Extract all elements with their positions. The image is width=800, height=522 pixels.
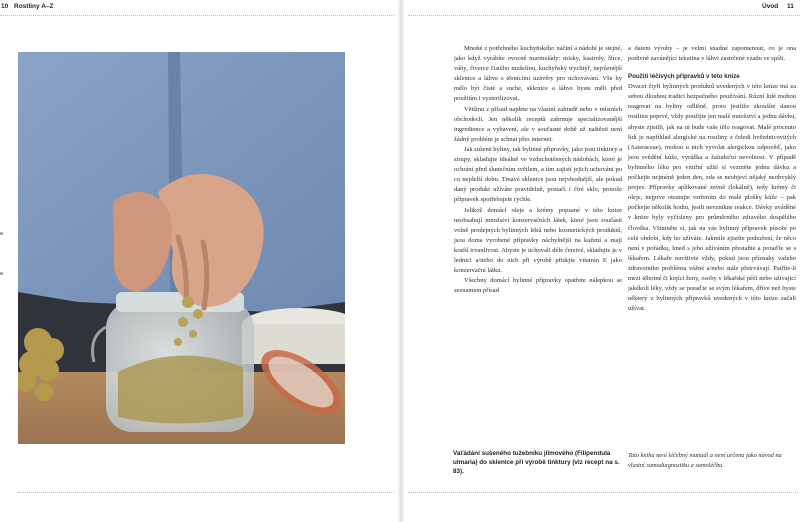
margin-mark: [0, 272, 3, 275]
margin-mark: [0, 232, 3, 235]
right-footer-rule: [408, 492, 798, 493]
paragraph: Většinu z přísad najdete na vlastní zahradě nebo v místních obchodech. Jen několik receptů zahrnuje specializovanější ingredience a vybavení, ale v současné době už naštěstí není žádný problém je schnat přes internet.: [454, 105, 622, 143]
photo-caption: Vaťádání sušeného tužebníku jilmového (Filipendula ulmaria) do sklenice při výrobě tinktury (viz recept na s. 83).: [453, 450, 620, 475]
left-page-number: 10: [1, 3, 9, 10]
right-running-title: Úvod: [762, 3, 779, 10]
right-page-number: 11: [787, 3, 794, 10]
left-running-title: Rostliny A–Z: [14, 3, 54, 10]
photo-hands-jar-herbs: [18, 52, 345, 444]
herbs-in-jar: [118, 356, 243, 424]
text-column-2: [628, 44, 796, 314]
left-header-rule: [0, 15, 394, 16]
left-footer-rule: [18, 492, 394, 493]
section-heading: Použití léčivých přípravků v této knize: [628, 73, 740, 81]
photo-illustration: [18, 52, 345, 444]
book-gutter: [398, 0, 404, 522]
right-header-rule: [408, 15, 800, 16]
text-column-1: [454, 44, 622, 296]
paragraph: Mnohé z potřebného kuchyňského náčiní a nádobí je stejné, jako když vyrábíte ovocné marmelády: misky, kastroly, lžíce, váhy, čtverce čistého mušelínu, kuchyňský trychtýř, nejrůznější sklenice a láhve s těsnícími uzávěry pro uchovávání. Vše by mělo být čisté a suché, sklenice a láhve byste měli před použitím i vysterilizovat.: [454, 45, 622, 103]
paragraph: Dvacet čtyři bylinných produktů uvedených v této knize má za sebou dlouhou tradici bezpečného používání. Různí lidé mohou reagovat na byliny odlišně, proto jestliže zkoušíte danou rostlinu poprvé, vždy použijte jen malé množství a jednu dávku, abyste zjistili, jak na ni bude vaše tělo reagovat. Malé procento lidí je například alergické na rostliny z čeledi hvězdnicovitých (Asteraceae), mohou u nich vyvolat alergickou odpověď, jako jsou svědění kůže, vyrážka a žaludeční nevolnost. V případě bylinného léku pro vnitřní užití si vezměte jednu dávku a počkejte nejméně jeden den, zda se neobjeví nějaký neobvyklý projev. Přípravky aplikované zevně (lokálně), tedy krémy či oleje, nejprve otestujte vetřením do malé plošky kůže – pak počkejte několik hodin, jestli nevznikne reakce. Dávky uváděné v knize byly vyčísleny pro průměrného zdravého dospělého člověka. Všimněte si, jak na vás bylinný přípravek působí po celé období, kdy ho užíváte. Jakmile zjistíte podezření, že něco není v pořádku, hned s jeho užíváním přestaňte a poraďte se s lékařem. Lékaře navštivte vždy, pokud jsou příznaky vašeho zdravotního problému vážné a/nebo stále přetrvávají. Patříte-li mezi těhotné či kojící ženy, osoby v lékařské péči nebo užívající jakékoli léky, vždy se poraďte se svým lékařem, dříve než byste některý z bylinných přípravků uvedených v této knize začali užívat.: [628, 83, 796, 313]
paragraph: Jelikož domácí oleje a krémy popsané v této knize neobsahují množství konzervačních látek, které jsou součástí volně prodejných bylinných léků nebo kosmetických produktů, jsou doma vyrobené přípravky náchylnější na kažení a mají kratší trvanlivost. Abyste je uchovali déle čerstvé, skladujte je v lednici a/nebo do nich při výrobě přidejte vitamín E jako konzervační látku.: [454, 206, 622, 275]
paragraph: Jak sušené byliny, tak bylinné přípravky, jako jsou tinktury a sirupy, skladujte ideálně ve vzduchotěsných nádobách, které je ochrání před slunečním světlem, a tím zajistí jejich uchování po co nejdelší dobu. Tmavé sklenice jsou nejvhodnější, ale pokud daný produkt užíváte pravidelně, postačí i čiré sklo, protože přípravek spotřebujete rychle.: [454, 145, 622, 204]
disclaimer-note: Tato kniha není léčebný manuál a není určena jako návod na vlastní samodiagnostiku a samoléčbu.: [628, 452, 782, 469]
paragraph: Všechny domácí bylinné přípravky opatřete nálepkou se seznamem přísad: [454, 277, 622, 295]
paragraph: a datem výroby – je velmi snadné zapomenout, co je ona podivně zavánějící tekutina v láhvi zastrčené vzadu ve spíži.: [628, 45, 796, 63]
